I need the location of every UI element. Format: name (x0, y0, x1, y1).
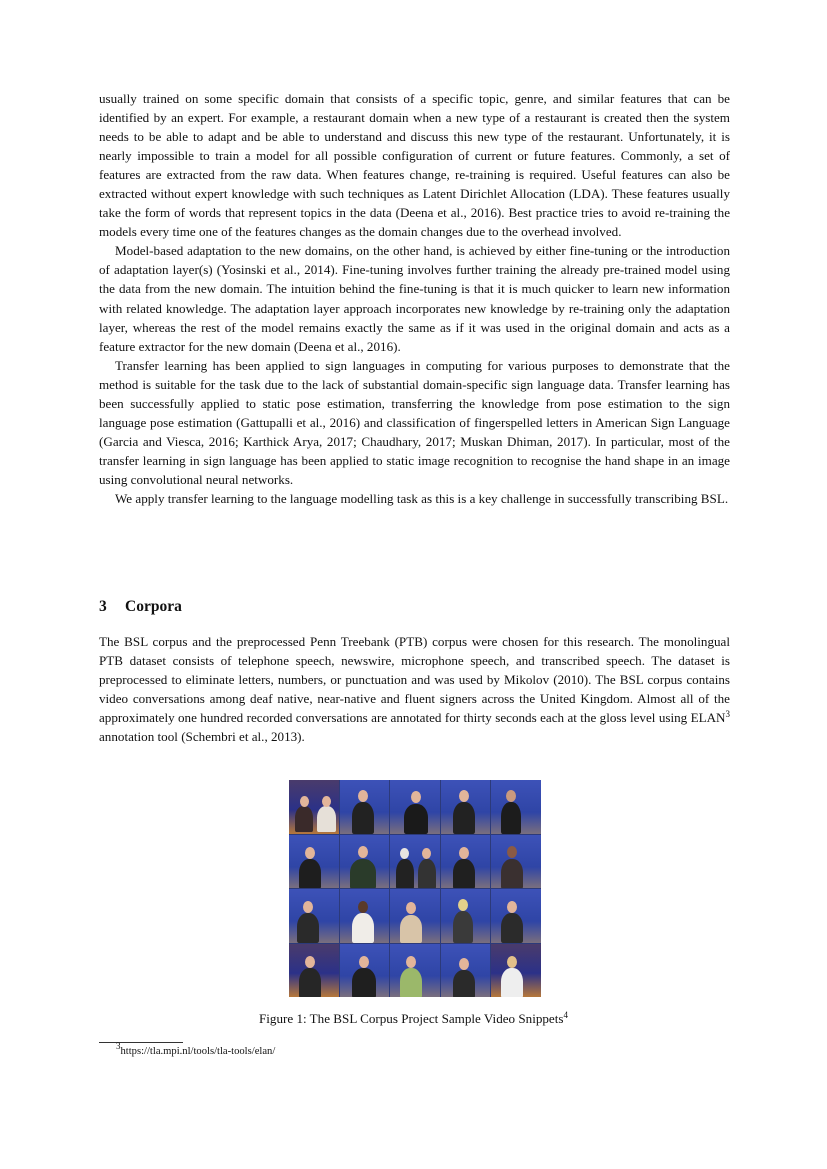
video-snippet (390, 835, 440, 889)
body-text-top (99, 89, 730, 508)
video-snippet (289, 889, 339, 943)
paragraph-apply-transfer: We apply transfer learning to the language modelling task as this is a key challenge in successfully transcribing BSL. (115, 490, 729, 506)
body-text-corpora (99, 632, 730, 746)
video-snippet (491, 835, 541, 889)
video-snippet (289, 944, 339, 998)
video-snippet (491, 944, 541, 998)
footnote-ref-4: 4 (563, 1010, 568, 1020)
figure-caption (0, 1011, 827, 1027)
footnote-mark: 3 (116, 1041, 121, 1051)
paragraph-model-adaptation: Model-based adaptation to the new domains, on the other hand, is achieved by either fine-tuning or the introduction of adaptation layer(s) (Yosinski et al., 2014). Fine-tuning involves further training the already pre-trained model using the data from the new domain. The intuition behind the fine-tuning is that it is much quicker to learn new information with related knowledge. The adaptation layer approach incorporates new knowledge by re-training only the adaptation layer, whereas the rest of the model remains exactly the same as if it was used in the original domain and acts as a feature extractor for the new domain (Deena et al., 2016). (99, 243, 730, 354)
video-snippet (441, 780, 491, 834)
video-snippet (390, 944, 440, 998)
video-snippet (491, 889, 541, 943)
paragraph-domain-features: usually trained on some specific domain that consists of a specific topic, genre, and similar features that can be identified by an expert. For example, a restaurant domain when a new type of a restaurant is created then the system needs to be able to adapt and be able to understand and discuss this new type of the restaurant. Unfortunately, it is nearly impossible to train a model for all possible configuration of current or future features. Commonly, a set of features are extracted from the raw data. When features change, re-training is required. Useful features can also be extracted without expert knowledge with such techniques as Latent Dirichlet Allocation (LDA). These features usually take the form of words that represent topics in the data (Deena et al., 2016). Best practice tries to avoid re-training the models every time one of the features changes as the domain changes due to the overhead involved. (99, 91, 730, 240)
video-snippet (340, 780, 390, 834)
video-snippet (390, 889, 440, 943)
corpora-text-part2: annotation tool (Schembri et al., 2013). (99, 729, 305, 745)
video-snippet (340, 835, 390, 889)
footnote-ref-3: 3 (725, 709, 730, 720)
video-snippet (340, 889, 390, 943)
video-snippet (289, 835, 339, 889)
paragraph-corpora (99, 632, 730, 746)
figure-video-snippets (289, 780, 541, 997)
video-snippet (441, 835, 491, 889)
footnote-url: https://tla.mpi.nl/tools/tla-tools/elan/ (120, 1046, 276, 1057)
section-heading-corpora (99, 598, 182, 616)
video-snippet (289, 780, 339, 834)
video-snippet (491, 780, 541, 834)
corpora-text-part1: The BSL corpus and the preprocessed Penn Treebank (PTB) corpus were chosen for this research. The monolingual PTB dataset consists of telephone speech, newswire, microphone speech, and transcribed speech. The dataset is preprocessed to eliminate letters, numbers, or punctuation and was used by Mikolov (2010). The BSL corpus contains video conversations among deaf native, near-native and fluent signers across the United Kingdom. Almost all of the approximately one hundred recorded conversations are annotated for thirty seconds each at the gloss level using ELAN (99, 634, 730, 726)
caption-text: Figure 1: The BSL Corpus Project Sample Video Snippets (259, 1011, 564, 1026)
section-title: Corpora (125, 598, 182, 615)
video-snippet (390, 780, 440, 834)
video-snippet (340, 944, 390, 998)
video-snippet (441, 889, 491, 943)
footnote (116, 1041, 276, 1057)
section-number: 3 (99, 598, 107, 615)
video-snippet (441, 944, 491, 998)
footnote-rule (99, 1042, 183, 1043)
paragraph-transfer-learning: Transfer learning has been applied to sign languages in computing for various purposes to demonstrate that the method is suitable for the task due to the lack of substantial domain-specific sign language data. Transfer learning has been successfully applied to static pose estimation, transferring the knowledge from pose estimation to the sign language pose estimation (Gattupalli et al., 2016) and classification of fingerspelled letters in American Sign Language (Garcia and Viesca, 2016; Karthick Arya, 2017; Chaudhary, 2017; Muskan Dhiman, 2017). In particular, most of the transfer learning in sign language has been applied to static image recognition to recognise the hand shape in an image using convolutional neural networks. (99, 357, 730, 487)
